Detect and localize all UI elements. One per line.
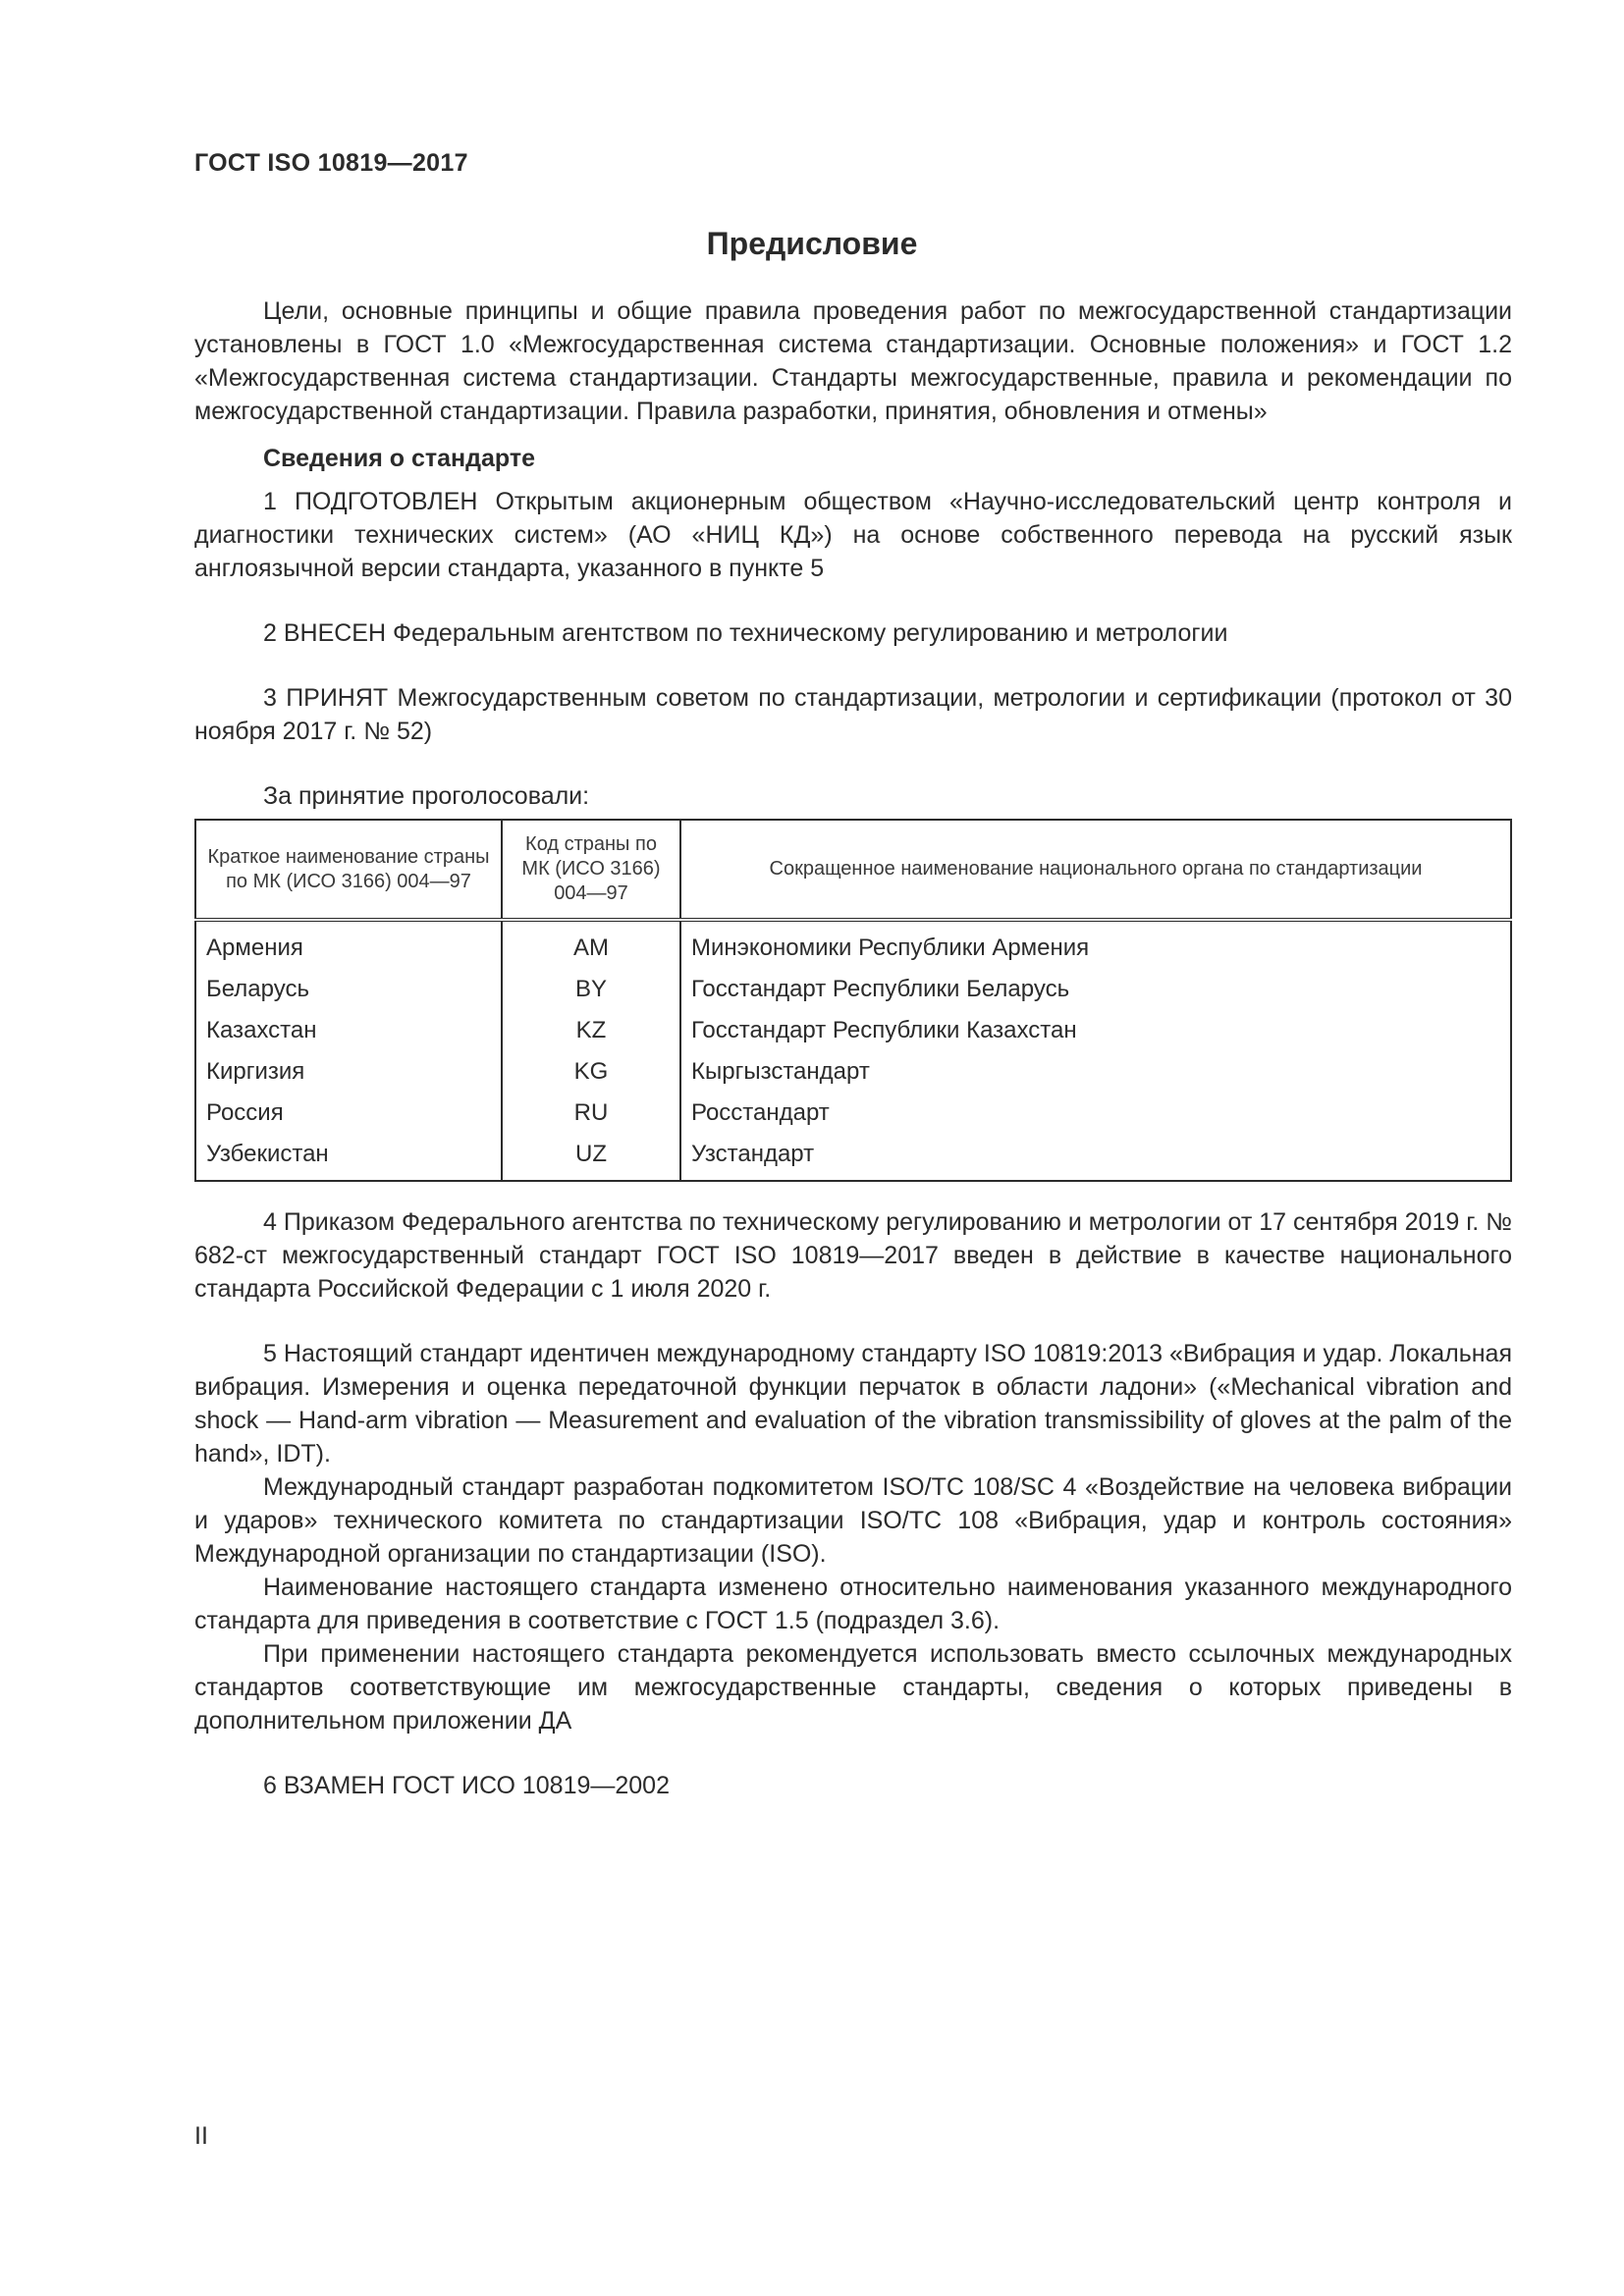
cell-country: Киргизия [195,1051,502,1093]
cell-country: Армения [195,920,502,969]
table-row [195,1051,1511,1093]
cell-standards-body: Госстандарт Республики Беларусь [691,976,1070,1002]
cell-standards-body: Госстандарт Республики Казахстан [691,1017,1077,1043]
cell-code: AM [502,920,680,969]
item-2-paragraph: 2 ВНЕСЕН Федеральным агентством по техническому регулированию и метрологии [263,619,1228,647]
cell-code: UZ [502,1134,680,1181]
table-header-row [195,820,1511,920]
page-title: Предисловие [706,226,918,261]
cell-standards-body: Кыргызстандарт [691,1058,870,1085]
item-5-paragraph: 5 Настоящий стандарт идентичен международному стандарту ISO 10819:2013 «Вибрация и удар. Локальная вибрация. Измерения и оценка передаточной функции перчаток в области ладони» («Mechanical vibration and shock — Hand-arm vibration — Measurement and evaluation of the vibration transmissibility of gloves at the palm of the hand», IDT). [194,1340,1512,1468]
header-country: Краткое наименование страны по МК (ИСО 3166) 004—97 [195,820,502,920]
cell-code: KG [502,1051,680,1093]
voting-table [194,819,1512,1182]
item-3-paragraph: 3 ПРИНЯТ Межгосударственным советом по стандартизации, метрологии и сертификации (протокол от 30 ноября 2017 г. № 52) [194,684,1512,745]
page-number: II [194,2122,208,2150]
cell-standards-body: Узстандарт [691,1141,815,1167]
cell-code: BY [502,969,680,1010]
cell-country: Россия [195,1093,502,1134]
item-1-paragraph: 1 ПОДГОТОВЛЕН Открытым акционерным обществом «Научно-исследовательский центр контроля и диагностики технических систем» (АО «НИЦ КД») на основе собственного перевода на русский язык англоязычной версии стандарта, указанного в пункте 5 [194,488,1512,582]
cell-standards-body: Росстандарт [691,1099,830,1126]
cell-country: Узбекистан [195,1134,502,1181]
cell-code: KZ [502,1010,680,1051]
header-code: Код страны по МК (ИСО 3166) 004—97 [502,820,680,920]
page-content [194,294,1512,1802]
table-row [195,1134,1511,1181]
cell-country: Беларусь [195,969,502,1010]
section-subheading: Сведения о стандарте [263,445,536,472]
item-5-paragraph-2: Международный стандарт разработан подкомитетом ISO/TC 108/SC 4 «Воздействие на человека вибрации и ударов» технического комитета по стандартизации ISO/TC 108 «Вибрация, удар и контроль состояния» Международной организации по стандартизации (ISO). [194,1473,1512,1568]
table-row [195,920,1511,969]
cell-standards-body: Минэкономики Республики Армения [691,934,1090,961]
header-standards-body: Сокращенное наименование национального органа по стандартизации [680,820,1511,920]
item-5-paragraph-4: При применении настоящего стандарта рекомендуется использовать вместо ссылочных международных стандартов соответствующие им межгосударственные стандарты, сведения о которых приведены в дополнительном приложении ДА [194,1640,1512,1735]
item-6-paragraph: 6 ВЗАМЕН ГОСТ ИСО 10819—2002 [263,1772,670,1799]
cell-country: Казахстан [195,1010,502,1051]
intro-paragraph: Цели, основные принципы и общие правила проведения работ по межгосударственной стандартизации установлены в ГОСТ 1.0 «Межгосударственная система стандартизации. Основные положения» и ГОСТ 1.2 «Межгосударственная система стандартизации. Стандарты межгосударственные, правила и рекомендации по межгосударственной стандартизации. Правила разработки, принятия, обновления и отмены» [194,297,1512,425]
table-row [195,1093,1511,1134]
cell-code: RU [502,1093,680,1134]
document-code: ГОСТ ISO 10819—2017 [194,149,468,177]
table-row [195,1010,1511,1051]
votes-label: За принятие проголосовали: [263,782,590,810]
table-row [195,969,1511,1010]
item-5-paragraph-3: Наименование настоящего стандарта изменено относительно наименования указанного международного стандарта для приведения в соответствие с ГОСТ 1.5 (подраздел 3.6). [194,1574,1512,1634]
item-4-paragraph: 4 Приказом Федерального агентства по техническому регулированию и метрологии от 17 сентября 2019 г. № 682-ст межгосударственный стандарт ГОСТ ISO 10819—2017 введен в действие в качестве национального стандарта Российской Федерации с 1 июля 2020 г. [194,1208,1512,1303]
